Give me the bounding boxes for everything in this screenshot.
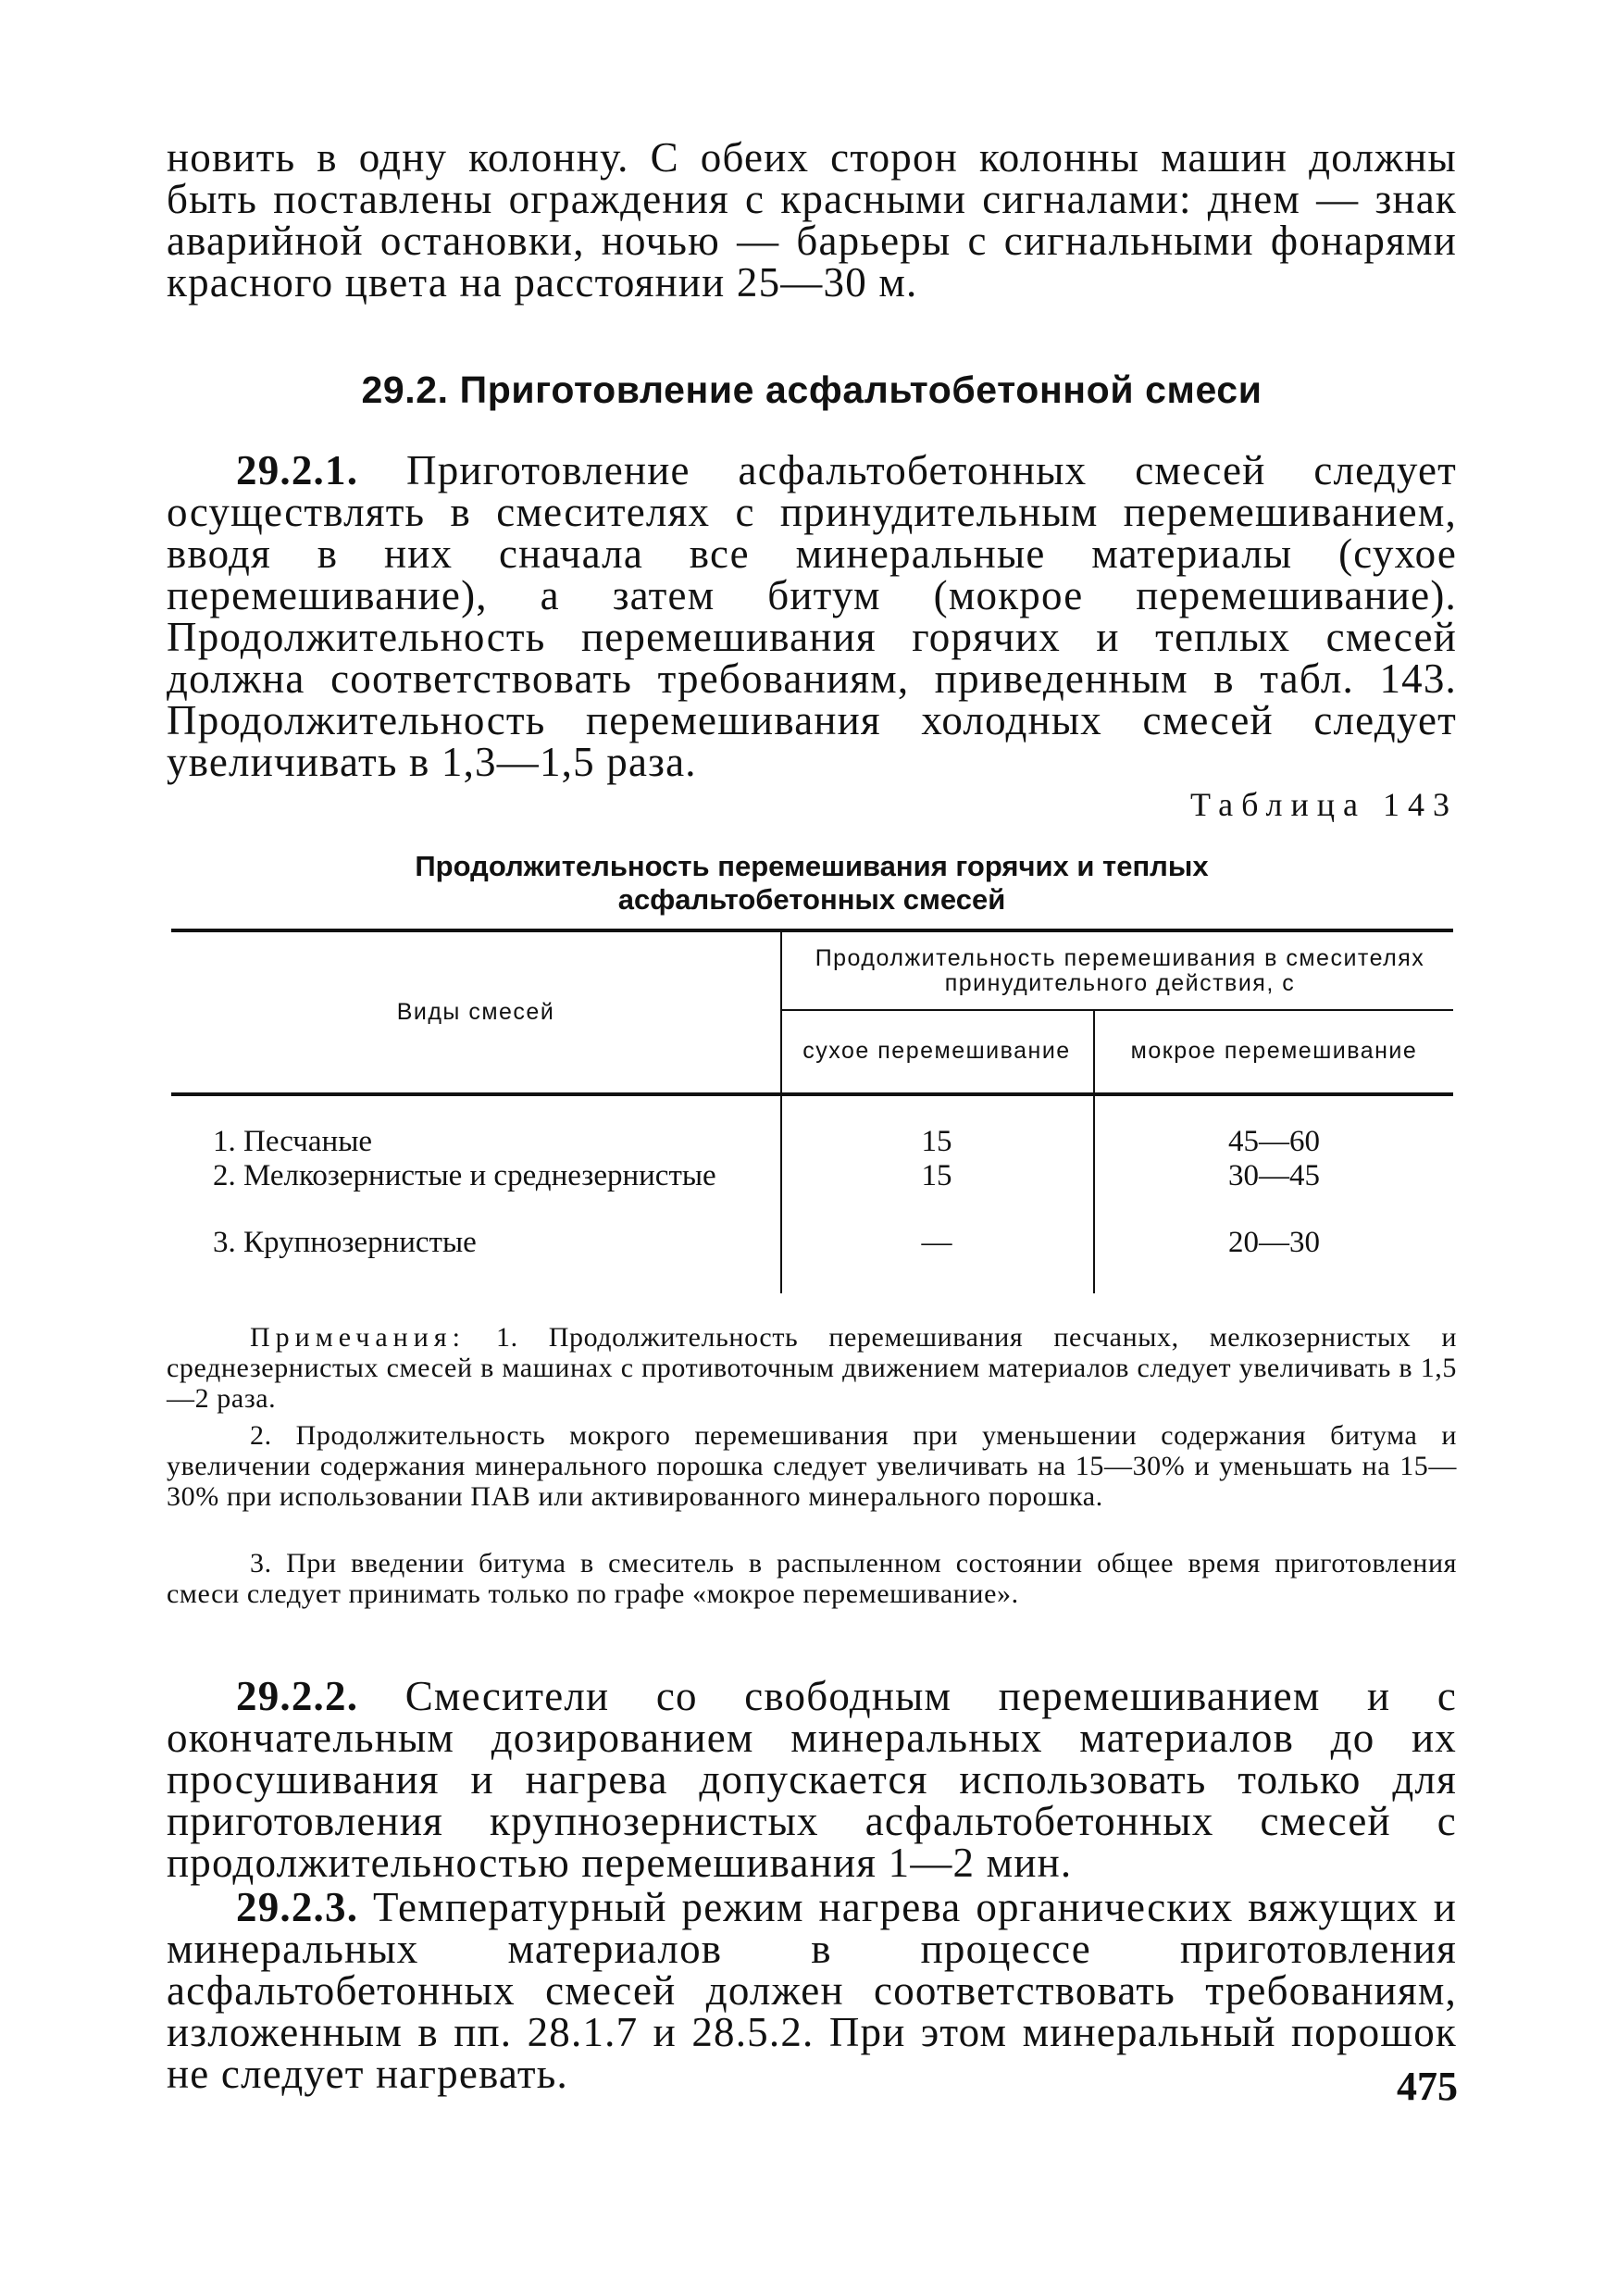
- table-row-3-dry: —: [921, 1226, 952, 1259]
- clause-29-2-3: [167, 1884, 1457, 2097]
- note-1-text: 1. Продолжительность перемешивания песчаных, мелкозернистых и среднезернистых смесей в машинах с противоточным движением материалов следует увеличивать в 1,5—2 раза.: [167, 1322, 1457, 1414]
- section-heading: 29.2. Приготовление асфальтобетонной смеси: [361, 368, 1263, 411]
- table-label: Таблица 143: [1190, 786, 1458, 823]
- table-row-2-wet: 30—45: [1228, 1159, 1320, 1192]
- clause-29-2-2: [167, 1673, 1457, 1886]
- notes-label: Примечания:: [250, 1322, 466, 1353]
- table-caption-line-1: Продолжительность перемешивания горячих и теплых: [415, 850, 1209, 882]
- table-row-1-name: 1. Песчаные: [213, 1125, 373, 1158]
- table-caption: [167, 850, 1457, 917]
- table-row-2-name: 2. Мелкозернистые и среднезернистые: [213, 1159, 716, 1192]
- header-dry: сухое перемешивание: [802, 1038, 1071, 1064]
- page-number: 475: [1397, 2064, 1458, 2109]
- clause-number: 29.2.2.: [236, 1673, 359, 1719]
- table-row-2-dry: 15: [921, 1159, 952, 1192]
- table-top-rule: [171, 929, 1453, 932]
- header-wet: мокрое перемешивание: [1130, 1038, 1418, 1064]
- table-row-3-name: 3. Крупнозернистые: [213, 1226, 477, 1259]
- table-row-1-dry: 15: [921, 1125, 952, 1158]
- table-note-1: [167, 1322, 1457, 1414]
- table-row-3-wet: 20—30: [1228, 1226, 1320, 1259]
- table-header-rule: [171, 1092, 1453, 1096]
- clause-number: 29.2.1.: [236, 447, 359, 493]
- table-caption-line-2: асфальтобетонных смесей: [617, 883, 1006, 916]
- table-note-3: 3. При введении битума в смеситель в распыленном состоянии общее время приготовления смеси следует принимать только по графе «мокрое перемешивание».: [167, 1548, 1457, 1609]
- table-subheader-rule: [780, 1009, 1453, 1011]
- clause-number: 29.2.3.: [236, 1884, 359, 1930]
- clause-text: Приготовление асфальтобетонных смесей следует осуществлять в смесителях с принудительным перемешиванием, вводя в них сначала все минеральные материалы (сухое перемешивание), а затем битум (мокрое перемешивание). Продолжительность перемешивания горячих и теплых смесей должна соответствовать требованиям, приведенным в табл. 143. Продолжительность перемешивания холодных смесей следует увеличивать в 1,3—1,5 раза.: [167, 447, 1458, 785]
- clause-text: Температурный режим нагрева органических вяжущих и минеральных материалов в процессе приготовления асфальтобетонных смесей должен соответствовать требованиям, изложенным в пп. 28.1.7 и 28.5.2. При этом минеральный порошок не следует нагревать.: [167, 1884, 1457, 2097]
- clause-29-2-1: [167, 447, 1458, 785]
- header-duration: Продолжительность перемешивания в смесителях принудительного действия, с: [815, 945, 1425, 996]
- table-row-1-wet: 45—60: [1228, 1125, 1320, 1158]
- clause-text: Смесители со свободным перемешиванием и с окончательным дозированием минеральных материалов до их просушивания и нагрева допускается использовать только для приготовления крупнозернистых асфальтобетонных смесей с продолжительностью перемешивания 1—2 мин.: [167, 1673, 1457, 1886]
- paragraph-continuation: новить в одну колонну. С обеих сторон колонны машин должны быть поставлены ограждения с красными сигналами: днем — знак аварийной остановки, ночью — барьеры с сигнальными фонарями красного цвета на расстоянии 25—30 м.: [167, 134, 1457, 306]
- header-mix-types: Виды смесей: [396, 999, 555, 1025]
- table-note-2: 2. Продолжительность мокрого перемешивания при уменьшении содержания битума и увеличении содержания минерального порошка следует увеличивать на 15—30% и уменьшать на 15—30% при использовании ПАВ или активированного минерального порошка.: [167, 1420, 1457, 1512]
